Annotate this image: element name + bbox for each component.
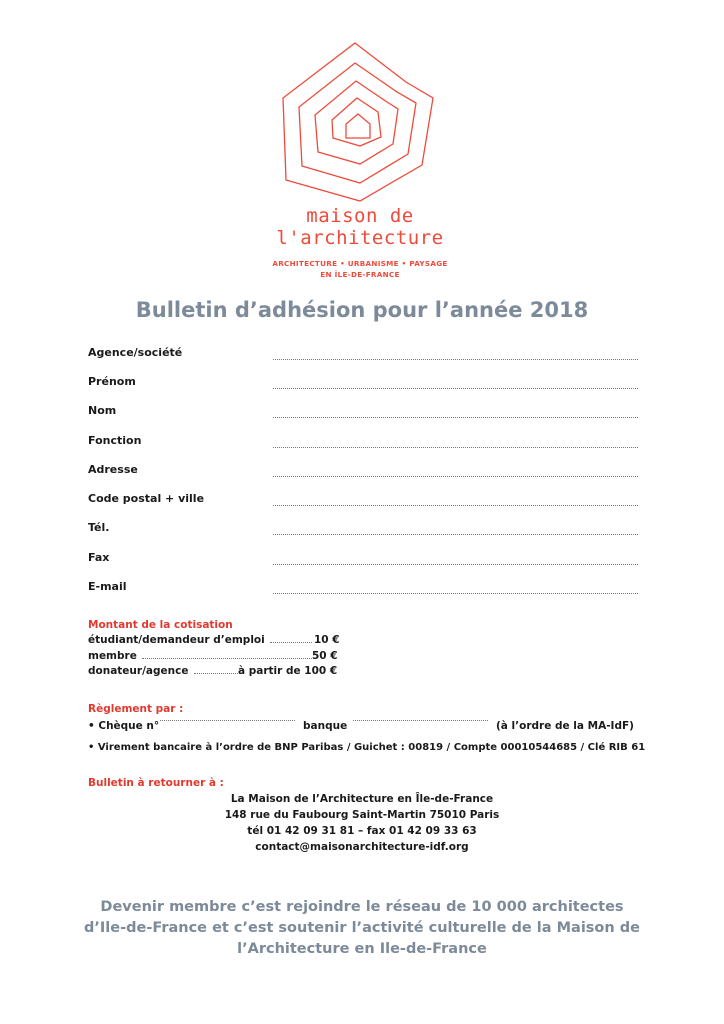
email-input-line[interactable] — [273, 593, 638, 594]
cheque-number-input-line[interactable] — [160, 720, 295, 721]
payment-virement-row — [88, 742, 646, 758]
fax-input-line[interactable] — [273, 564, 638, 565]
field-label: Adresse — [88, 463, 138, 476]
code-postal-input-line[interactable] — [273, 505, 638, 506]
agence-input-line[interactable] — [273, 359, 638, 360]
cheque-payee-note: (à l’ordre de la MA-IdF) — [496, 720, 634, 732]
cheque-label: • Chèque n° — [88, 720, 160, 732]
brand-name-line2: l'architecture — [276, 227, 444, 249]
banque-input-line[interactable] — [353, 720, 488, 721]
fee-amount: 50 € — [312, 650, 338, 662]
adresse-input-line[interactable] — [273, 476, 638, 477]
field-label: Tél. — [88, 521, 110, 534]
logo — [255, 30, 465, 285]
brand-tagline-line1: ARCHITECTURE • URBANISME • PAYSAGE — [272, 259, 448, 268]
footer-line: Devenir membre c’est rejoindre le réseau de 10 000 architectes — [100, 899, 624, 915]
field-label: Fonction — [88, 434, 142, 447]
field-label: Nom — [88, 404, 117, 417]
form-row-tel[interactable] — [88, 521, 638, 539]
brand-tagline-line2: EN ÎLE-DE-FRANCE — [320, 270, 400, 279]
form-row-prenom[interactable] — [88, 375, 638, 393]
nested-house-outline-icon — [280, 40, 440, 205]
fee-row-etudiant — [88, 634, 343, 650]
banque-label: banque — [303, 720, 348, 732]
form-row-fonction[interactable] — [88, 434, 638, 452]
page-title: Bulletin d’adhésion pour l’année 2018 — [135, 298, 589, 322]
address-line-phone: tél 01 42 09 31 81 – fax 01 42 09 33 63 — [247, 825, 477, 837]
fee-row-donateur — [88, 665, 343, 681]
fee-amount: 10 € — [314, 634, 340, 646]
fee-label: donateur/agence — [88, 665, 189, 677]
field-label: Prénom — [88, 375, 136, 388]
address-line-email[interactable]: contact@maisonarchitecture-idf.org — [255, 841, 469, 853]
fee-label: membre — [88, 650, 137, 662]
form-row-fax[interactable] — [88, 551, 638, 569]
prenom-input-line[interactable] — [273, 388, 638, 389]
form-row-agence[interactable] — [88, 346, 638, 364]
tel-input-line[interactable] — [273, 534, 638, 535]
form-row-code-postal[interactable] — [88, 492, 638, 510]
field-label: E-mail — [88, 580, 127, 593]
address-line-street: 148 rue du Faubourg Saint-Martin 75010 Paris — [224, 809, 500, 821]
field-label: Code postal + ville — [88, 492, 205, 505]
form-row-email[interactable] — [88, 580, 638, 598]
virement-details: • Virement bancaire à l’ordre de BNP Paribas / Guichet : 00819 / Compte 00010544685 / Clé RIB 61 — [88, 742, 646, 753]
field-label: Fax — [88, 551, 110, 564]
fee-label: étudiant/demandeur d’emploi — [88, 634, 265, 646]
address-line-name: La Maison de l’Architecture en Île-de-France — [230, 793, 494, 805]
retour-title: Bulletin à retourner à : — [88, 777, 224, 789]
payment-cheque-row[interactable] — [88, 720, 638, 736]
field-label: Agence/société — [88, 346, 183, 359]
footer-line: d’Ile-de-France et c’est soutenir l’activité culturelle de la Maison de — [84, 920, 640, 936]
footer-line: l’Architecture en Ile-de-France — [237, 941, 487, 957]
footer-message — [70, 897, 654, 960]
fee-row-membre — [88, 650, 343, 666]
cotisation-title: Montant de la cotisation — [88, 619, 233, 631]
brand-name-line1: maison de — [306, 205, 414, 227]
fee-amount: à partir de 100 € — [238, 665, 338, 677]
form-row-nom[interactable] — [88, 404, 638, 422]
fonction-input-line[interactable] — [273, 447, 638, 448]
nom-input-line[interactable] — [273, 417, 638, 418]
form-row-adresse[interactable] — [88, 463, 638, 481]
reglement-title: Règlement par : — [88, 703, 184, 715]
